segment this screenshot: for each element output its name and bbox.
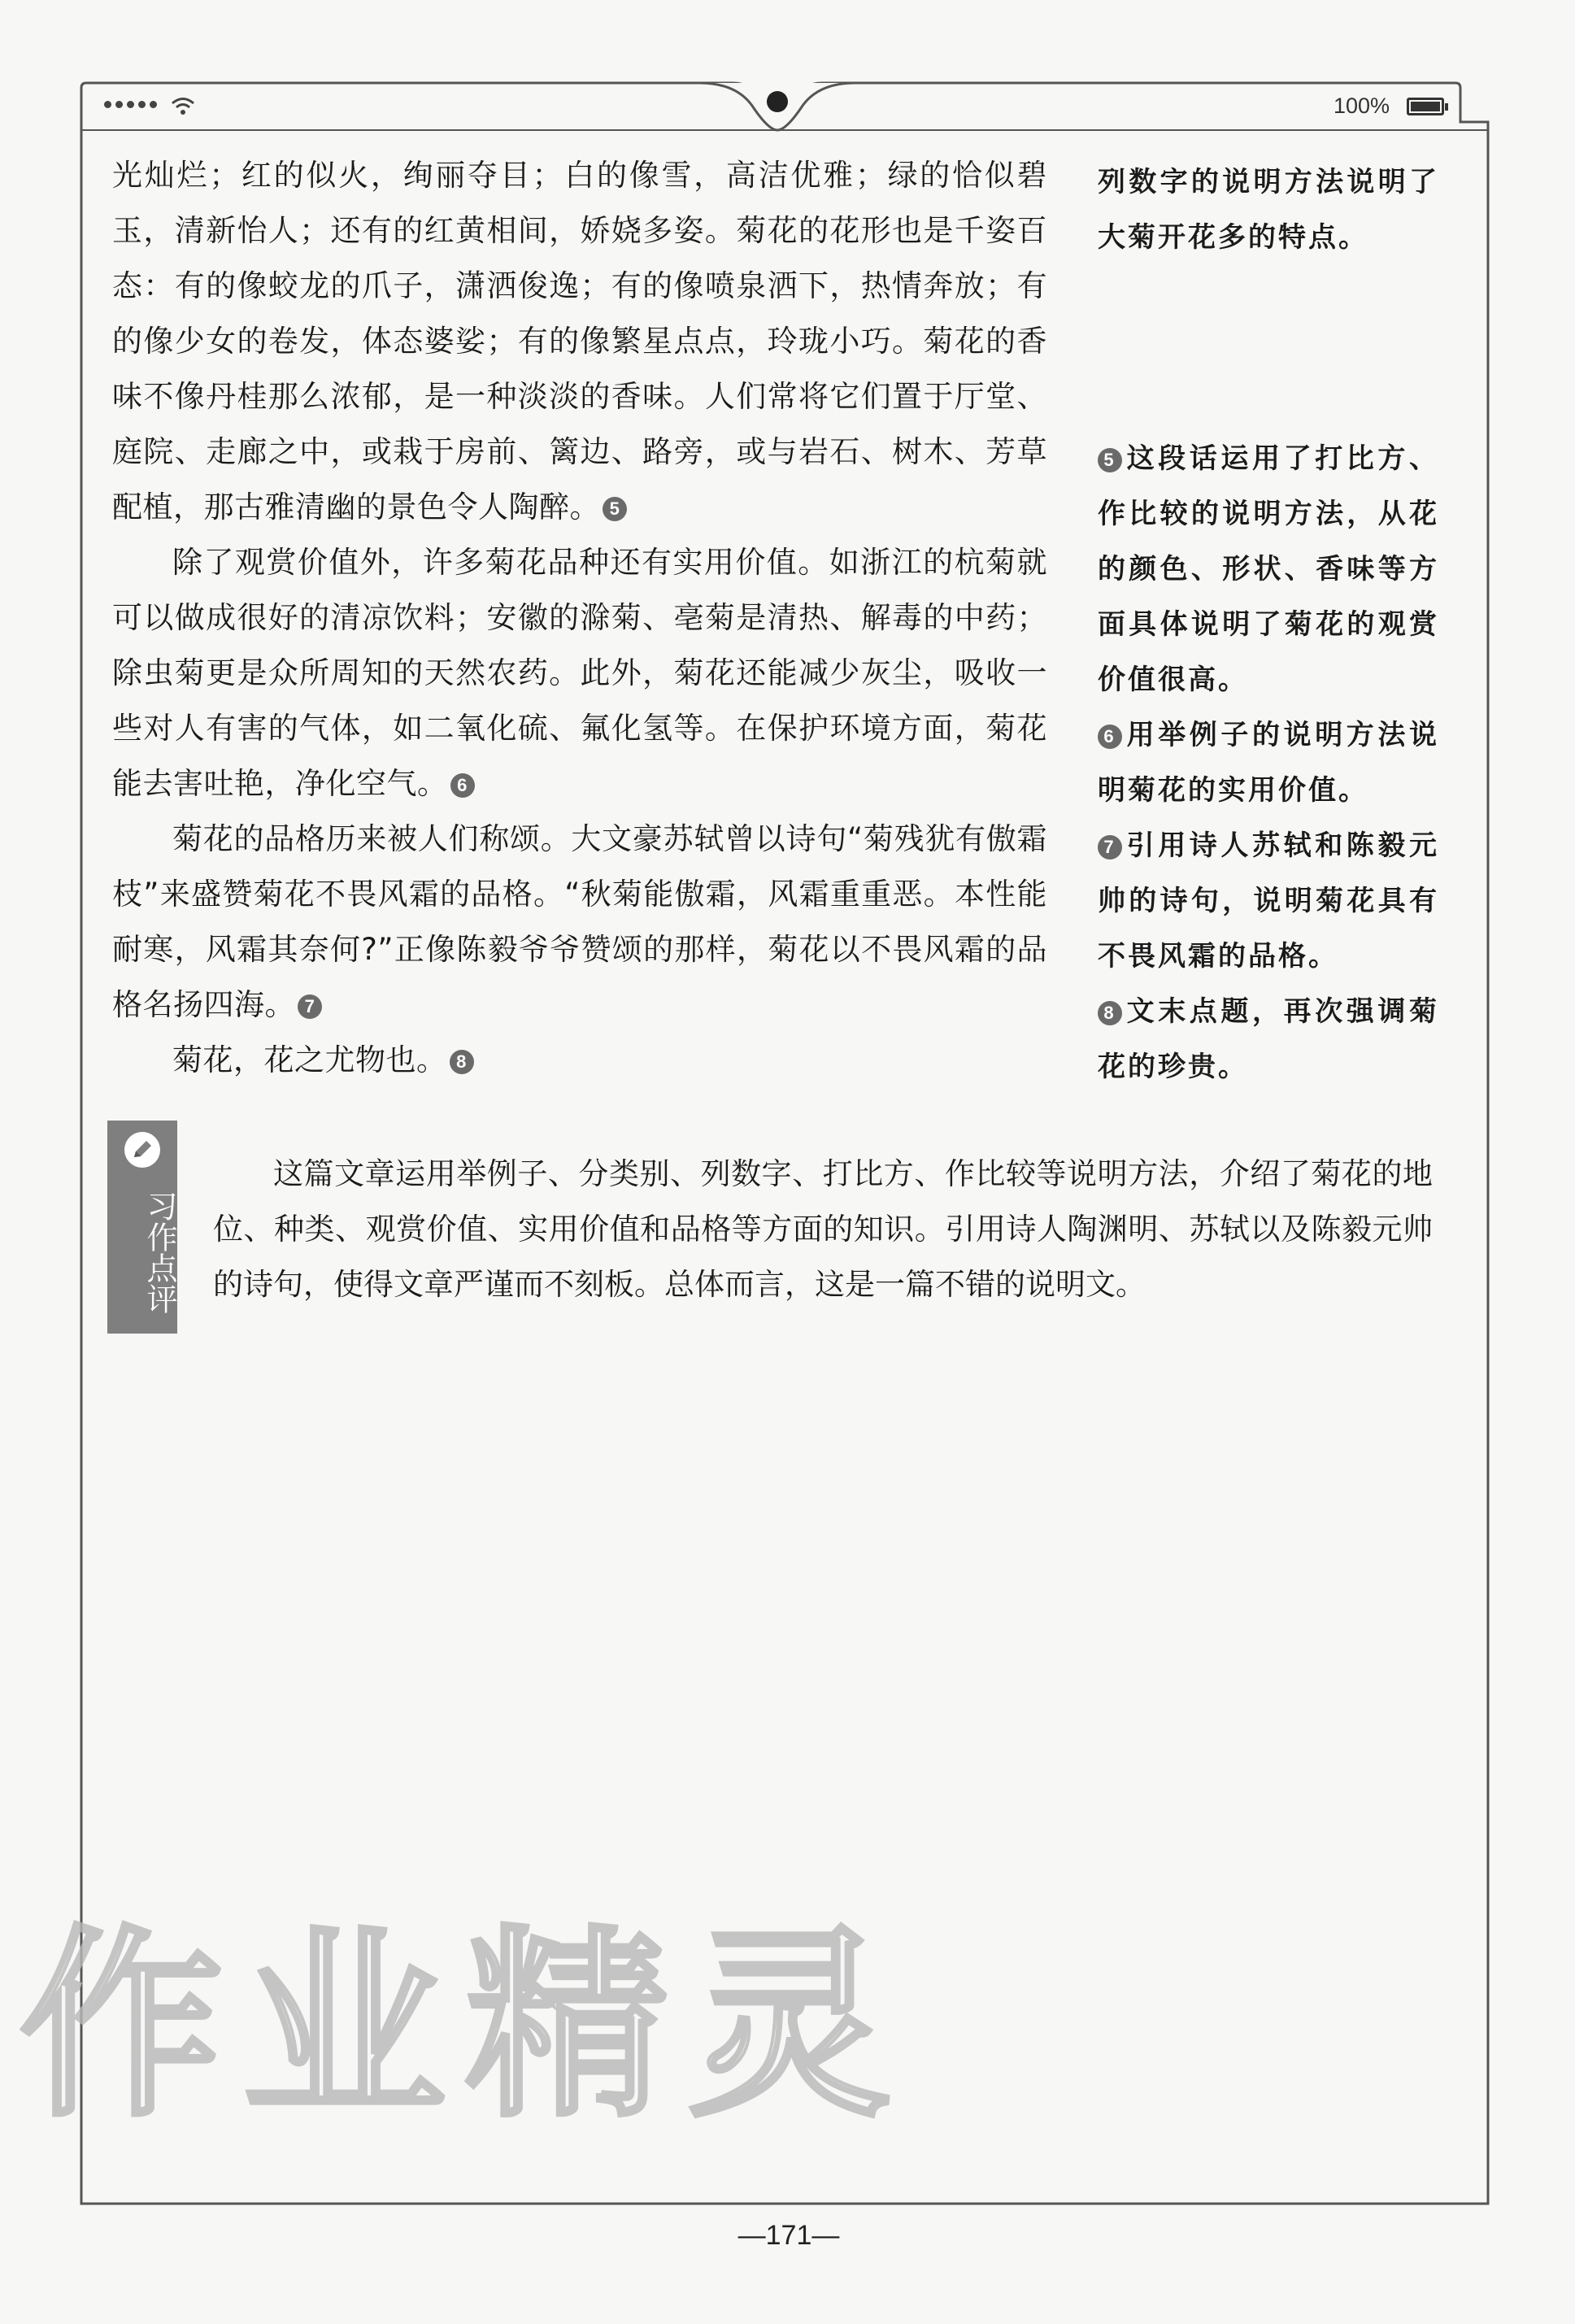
annotation-marker: 6: [1098, 725, 1122, 749]
battery-icon: [1407, 98, 1444, 115]
side-note: 列数字的说明方法说明了大菊开花多的特点。: [1098, 166, 1439, 254]
essay-paragraph: 除了观赏价值外，许多菊花品种还有实用价值。如浙江的杭菊就可以做成很好的清凉饮料；安徽的滁菊、亳菊是清热、解毒的中药；除虫菊更是众所周知的天然农药。此外，菊花还能减少灰尘，吸收一些对人有害的气体，如二氧化硫、氟化氢等。在保护环境方面，菊花能去害吐艳，净化空气。 6: [112, 545, 1047, 801]
essay-paragraph: 菊花的品格历来被人们称颂。大文豪苏轼曾以诗句“菊残犹有傲霜枝”来盛赞菊花不畏风霜的品格。“秋菊能傲霜，风霜重重恶。本性能耐寒，风霜其奈何?”正像陈毅爷爷赞颂的那样，菊花以不畏风霜的品格名扬四海。 7: [112, 821, 1047, 1022]
annotation-marker: 5: [1098, 448, 1122, 472]
annotation-marker: 8: [450, 1050, 474, 1074]
review-tag-label: 习作点评: [141, 1190, 177, 1314]
pencil-icon: [124, 1132, 160, 1168]
annotation-marker: 7: [298, 994, 322, 1019]
side-note: 5 这段话运用了打比方、作比较的说明方法，从花的颜色、形状、香味等方面具体说明了菊花的观赏价值很高。: [1098, 442, 1439, 696]
annotation-marker: 8: [1098, 1001, 1122, 1025]
essay-paragraph: 菊花，花之尤物也。 8: [112, 1033, 1047, 1088]
page-number: —171—: [737, 2220, 840, 2251]
wifi-icon: [171, 96, 195, 115]
side-note: 8 文末点题，再次强调菊花的珍贵。: [1098, 995, 1439, 1083]
camera-icon: [767, 91, 788, 112]
essay-body: [112, 148, 1047, 1088]
review-text: 这篇文章运用举例子、分类别、列数字、打比方、作比较等说明方法，介绍了菊花的地位、种类、观赏价值、实用价值和品格等方面的知识。引用诗人陶渊明、苏轼以及陈毅元帅的诗句，使得文章严谨而不刻板。总体而言，这是一篇不错的说明文。: [213, 1156, 1433, 1302]
watermark: 作业精灵: [20, 1908, 911, 2144]
annotation-marker: 5: [603, 497, 627, 521]
annotation-marker: 6: [450, 773, 475, 798]
side-note: 6 用举例子的说明方法说明菊花的实用价值。: [1098, 719, 1439, 807]
signal-dots-icon: [104, 101, 157, 108]
battery-percentage: 100%: [1334, 94, 1390, 118]
annotation-marker: 7: [1098, 835, 1122, 860]
essay-paragraph: 光灿烂；红的似火，绚丽夺目；白的像雪，高洁优雅；绿的恰似碧玉，清新怡人；还有的红黄相间，娇娆多姿。菊花的花形也是千姿百态：有的像蛟龙的爪子，潇洒俊逸；有的像喷泉洒下，热情奔放；有的像少女的卷发，体态婆娑；有的像繁星点点，玲珑小巧。菊花的香味不像丹桂那么浓郁，是一种淡淡的香味。人们常将它们置于厅堂、庭院、走廊之中，或栽于房前、篱边、路旁，或与岩石、树木、芳草配植，那古雅清幽的景色令人陶醉。 5: [112, 158, 1047, 524]
side-note: 7 引用诗人苏轼和陈毅元帅的诗句，说明菊花具有不畏风霜的品格。: [1098, 829, 1439, 973]
review-tag: [107, 1121, 177, 1334]
